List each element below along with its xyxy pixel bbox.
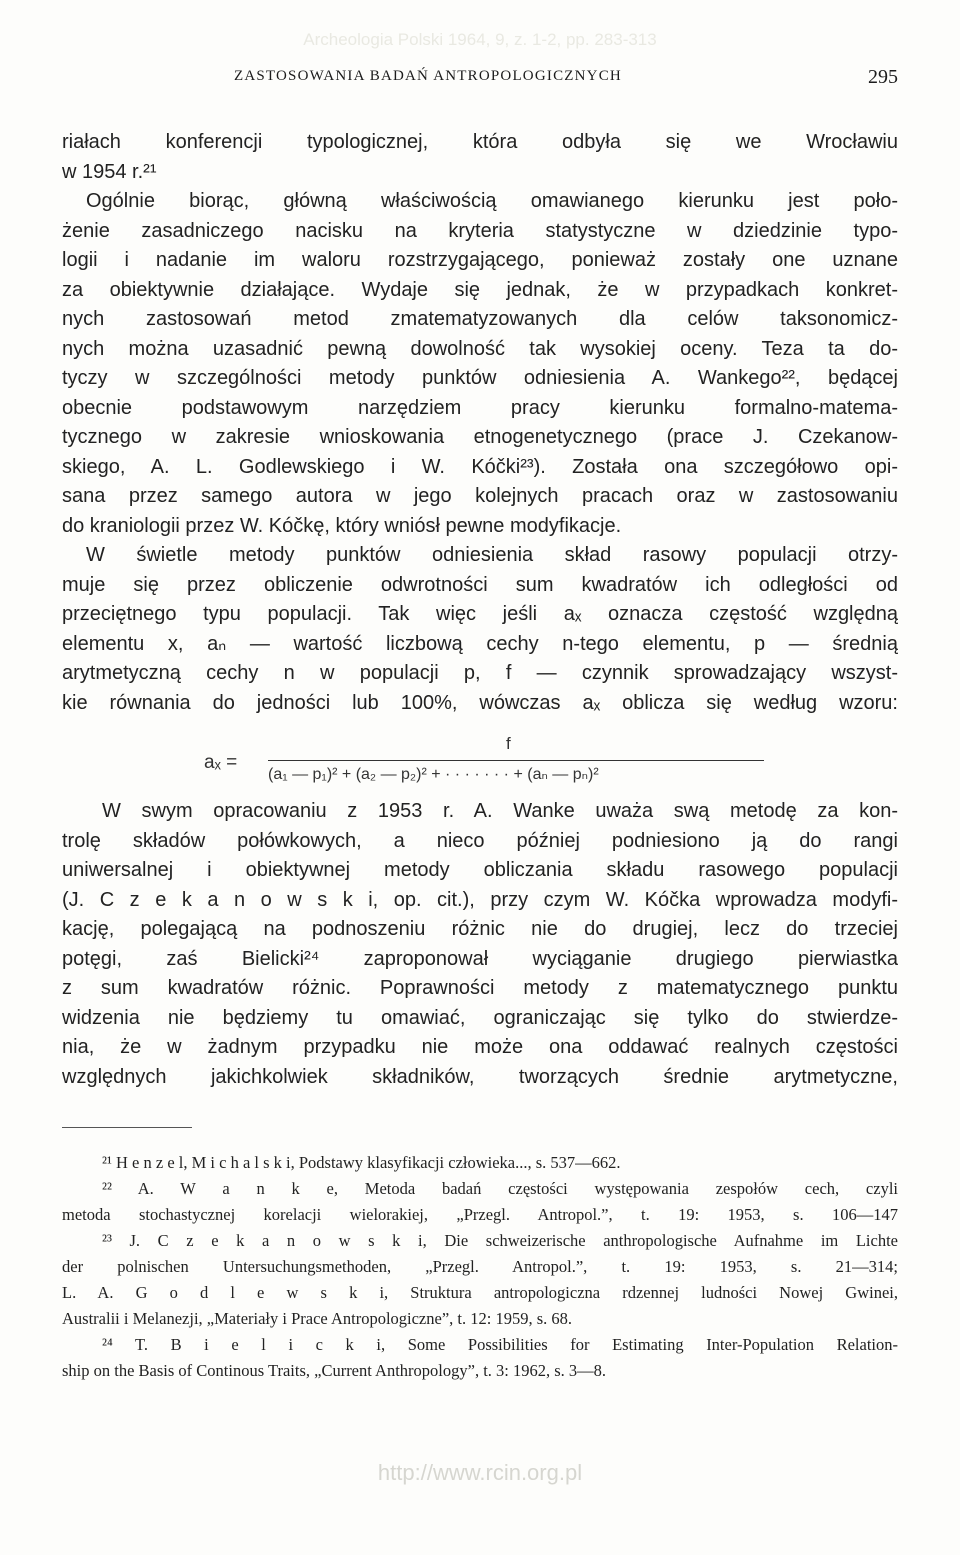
text-line: nych można uzasadnić pewną dowolność tak wysokiej oceny. Teza ta do- — [62, 337, 898, 360]
archive-watermark-bottom: http://www.rcin.org.pl — [377, 1460, 583, 1485]
footnote-line: ²¹ H e n z e l, M i c h a l s k i, Podstawy klasyfikacji człowieka..., s. 537—662. — [102, 1153, 621, 1172]
text-line: kację, polegającą na podnoszeniu różnic nie do drugiej, lecz do trzeciej — [62, 918, 898, 940]
text-line: tycznego w zakresie wnioskowania etnogenetycznego (prace J. Czekanow- — [62, 426, 898, 448]
text-line: w 1954 r.²¹ — [62, 160, 157, 183]
footnotes — [62, 1150, 898, 1384]
formula-lhs: aₓ = — [204, 752, 238, 773]
text-line: uniwersalnej i obiektywnej metody obliczania składu rasowego populacji — [62, 859, 898, 881]
text-line: nia, że w żadnym przypadku nie może ona oddawać realnych częstości — [62, 1036, 898, 1058]
page-number: 295 — [868, 66, 898, 88]
text-line: skiego, A. L. Godlewskiego i W. Kóčki²³). Została ona szczegółowo opi- — [62, 455, 898, 478]
footnote-line: metoda stochastycznej korelacji wielorakiej, „Przegl. Antropol.”, t. 19: 1953, s. 106—147 — [62, 1205, 898, 1224]
text-line: sana przez samego autora w jego kolejnych pracach oraz w zastosowaniu — [62, 485, 898, 507]
text-line: nych zastosowań metod zmatematyzowanych dla celów taksonomicz- — [62, 308, 898, 330]
text-line: przeciętnego typu populacji. Tak więc jeśli aₓ oznacza częstość względną — [62, 603, 898, 625]
text-line: względnych jakichkolwiek składników, tworzących średnie arytmetyczne, — [62, 1065, 898, 1088]
text-line: logii i nadanie im waloru rozstrzygającego, ponieważ zostały one uznane — [62, 249, 898, 271]
text-line: tyczy w szczególności metody punktów odniesienia A. Wankego²², będącej — [62, 367, 898, 389]
text-line: elementu x, aₙ — wartość liczbową cechy n-tego elementu, p — średnią — [62, 632, 898, 655]
text-line: trolę składów połówkowych, a nieco później podniesiono ją do rangi — [62, 829, 898, 852]
running-title: ZASTOSOWANIA BADAŃ ANTROPOLOGICZNYCH — [234, 68, 622, 84]
formula-denominator: (a₁ — p₁)² + (a₂ — p₂)² + · · · · · · · + (aₙ — pₙ)² — [268, 766, 599, 783]
formula — [204, 734, 764, 794]
body-text-top — [62, 128, 898, 718]
footnote-line: ²³ J. C z e k a n o w s k i, Die schweizerische anthropologische Aufnahme im Lichte — [102, 1231, 898, 1250]
footnote-separator — [62, 1127, 192, 1128]
fraction-bar — [268, 760, 764, 761]
running-header — [62, 66, 898, 96]
text-line: arytmetyczną cechy n w populacji p, f — czynnik sprowadzający wszyst- — [62, 662, 898, 684]
text-line: do kraniologii przez W. Kóčkę, który wniósł pewne modyfikacje. — [62, 514, 622, 537]
footnote-line: Australii i Melanezji, „Materiały i Prace Antropologiczne”, t. 12: 1959, s. 68. — [62, 1309, 572, 1328]
text-line: riałach konferencji typologicznej, która odbyła się we Wrocławiu — [62, 131, 898, 153]
formula-numerator: f — [506, 734, 511, 753]
text-line: potęgi, zaś Bielicki²⁴ zaproponował wyciąganie drugiego pierwiastka — [62, 947, 898, 970]
text-line: kie równania do jedności lub 100%, wówczas aₓ oblicza się według wzoru: — [62, 691, 898, 714]
text-line: muje się przez obliczenie odwrotności sum kwadratów ich odległości od — [62, 573, 898, 596]
text-line: widzenia nie będziemy tu omawiać, ograniczając się tylko do stwierdze- — [62, 1006, 898, 1029]
footnote-line: der polnischen Untersuchungsmethoden, „Przegl. Antropol.”, t. 19: 1953, s. 21—314; — [62, 1257, 898, 1276]
text-line: obecnie podstawowym narzędziem pracy kierunku formalno-matema- — [62, 396, 898, 419]
text-line: Ogólnie biorąc, główną właściwością omawianego kierunku jest poło- — [86, 190, 898, 212]
footnote-line: ship on the Basis of Continous Traits, „Current Anthropology”, t. 3: 1962, s. 3—8. — [62, 1361, 607, 1380]
footnote-line: L. A. G o d l e w s k i, Struktura antropologiczna rdzennej ludności Nowej Gwinei, — [62, 1283, 898, 1302]
text-line: W świetle metody punktów odniesienia skład rasowy populacji otrzy- — [86, 544, 898, 566]
body-text-bottom — [62, 797, 898, 1092]
archive-watermark-top: Archeologia Polski 1964, 9, z. 1-2, pp. 283-313 — [303, 30, 657, 49]
text-line: z sum kwadratów różnic. Poprawności metody z matematycznego punktu — [62, 977, 898, 999]
text-line: za obiektywnie działające. Wydaje się jednak, że w przypadkach konkret- — [62, 278, 898, 301]
text-line: (J. C z e k a n o w s k i, op. cit.), przy czym W. Kóčka wprowadza modyfi- — [62, 888, 898, 911]
footnote-line: ²⁴ T. B i e l i c k i, Some Possibilities for Estimating Inter-Population Relation- — [102, 1335, 898, 1354]
footnote-line: ²² A. W a n k e, Metoda badań częstości występowania zespołów cech, czyli — [102, 1179, 898, 1198]
text-line: żenie zasadniczego nacisku na kryteria statystyczne w dziedzinie typo- — [62, 219, 898, 242]
text-line: W swym opracowaniu z 1953 r. A. Wanke uważa swą metodę za kon- — [102, 800, 898, 822]
